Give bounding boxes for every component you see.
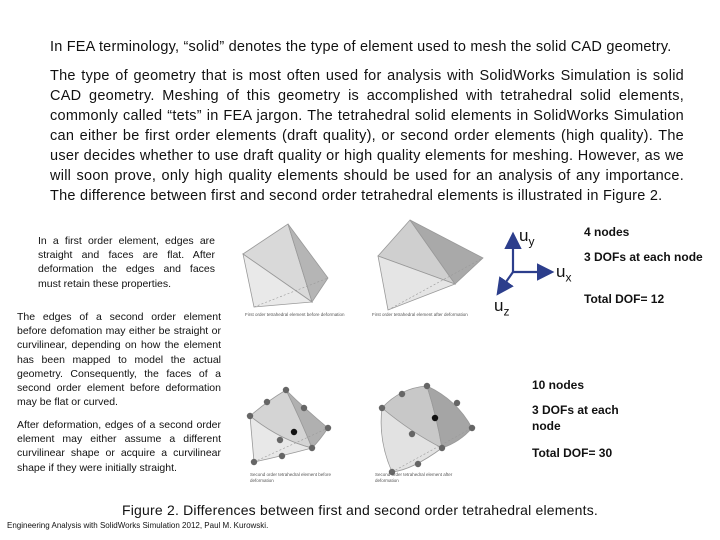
first-order-total: Total DOF= 12: [584, 292, 665, 306]
intro-text: In FEA terminology, “solid” denotes the type of element used to mesh the solid CAD geometry.: [50, 39, 672, 55]
figure-caption: Figure 2. Differences between first and second order tetrahedral elements.: [121, 502, 598, 518]
second-before-label: Second order tetrahedral element before deformation: [250, 472, 332, 483]
second-order-before-element: [247, 387, 331, 465]
uz-label: $u_z$: [494, 296, 510, 319]
second-order-dofs: 3 DOFs at each node: [532, 403, 619, 433]
ux-label: $u_x$: [556, 262, 572, 285]
first-after-label: First order tetrahedral element after deformation: [372, 312, 468, 317]
second-order-nodes: 10 nodes: [532, 378, 585, 392]
first-before-label: First order tetrahedral element before deformation: [245, 312, 345, 317]
first-order-nodes: 4 nodes: [584, 225, 630, 239]
first-order-dofs: 3 DOFs at each node: [584, 250, 703, 264]
first-order-note: In a first order element, edges are straight and faces are flat. After deformation the edges and faces must retain these properties.: [38, 235, 215, 290]
main-paragraph: The type of geometry that is most often used for analysis with SolidWorks Simulation is solid CAD geometry. Meshing of this geometry is accomplished with tetrahedral solid elements, commonly called “tets” in FEA jargon. The tetrahedral solid elements in SolidWorks Simulation can either be first order elements (draft quality), or second order elements (high quality). The user decides whether to use draft quality or high quality elements for meshing. However, as we will soon prove, only high quality elements should be used for an analysis of any importance. The difference between first and second order tetrahedral elements is illustrated in Figure 2.: [50, 68, 684, 204]
footer-citation: Engineering Analysis with SolidWorks Simulation 2012, Paul M. Kurowski.: [7, 521, 269, 530]
first-order-before-element: [243, 224, 328, 307]
uy-label: $u_y$: [519, 226, 535, 249]
second-order-total: Total DOF= 30: [532, 446, 613, 460]
second-after-label: Second order tetrahedral element after deformation: [375, 472, 453, 483]
second-order-after-note: After deformation, edges of a second order element may either assume a different curvilinear shape or acquire a curvilinear shape if they were initially straight.: [17, 419, 221, 474]
first-order-after-element: [378, 220, 483, 310]
second-order-after-element: [379, 383, 475, 475]
second-order-before-note: The edges of a second order element before defomation may either be straight or curvilinear, depending on how the element has been mapped to model the actual geometry. Consequently, the faces of a second order element before deformation may be flat or curved.: [17, 311, 221, 409]
